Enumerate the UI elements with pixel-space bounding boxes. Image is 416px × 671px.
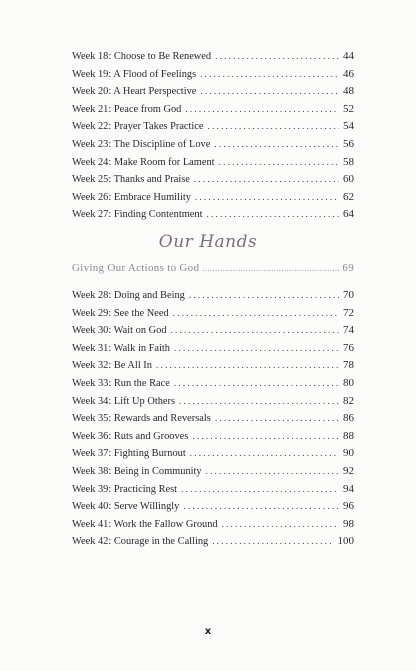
toc-entry-label: Week 42: Courage in the Calling: [72, 536, 209, 548]
toc-entry-page: 56: [343, 137, 354, 150]
dot-leader: [181, 484, 339, 494]
toc-entry-page: 58: [343, 155, 354, 168]
toc-entry-week-34: [72, 395, 354, 413]
part-page: 69: [342, 262, 354, 274]
toc-entry-label: Week 29: See the Need: [72, 307, 169, 319]
dot-leader: [200, 69, 339, 79]
toc-entry-week-29: [72, 307, 354, 325]
toc-entry-label: Week 31: Walk in Faith: [72, 342, 170, 354]
toc-entry-page: 74: [343, 324, 354, 337]
dot-leader: [208, 121, 339, 131]
toc-entry-label: Week 37: Fighting Burnout: [72, 448, 186, 460]
dot-leader: [200, 86, 339, 96]
dot-leader: [202, 263, 339, 273]
toc-entry-page: 94: [343, 482, 354, 495]
dot-leader: [189, 290, 339, 300]
toc-entry-label: Week 24: Make Room for Lament: [72, 156, 215, 168]
toc-entry-week-24: [72, 156, 354, 174]
toc-entry-label: Week 26: Embrace Humility: [72, 191, 191, 203]
toc-entry-label: Week 33: Run the Race: [72, 377, 170, 389]
toc-entry-week-25: [72, 173, 354, 191]
toc-entry-week-38: [72, 465, 354, 483]
dot-leader: [219, 157, 339, 167]
toc-entry-week-19: [72, 68, 354, 86]
toc-entry-week-31: [72, 342, 354, 360]
toc-entry-label: Week 20: A Heart Perspective: [72, 86, 197, 98]
page-number: x: [204, 626, 212, 637]
toc-entry-page: 96: [343, 500, 354, 513]
toc-entry-page: 90: [343, 447, 354, 460]
toc-entry-week-20: [72, 85, 354, 103]
toc-entry-week-36: [72, 430, 354, 448]
toc-entry-page: 62: [343, 190, 354, 203]
toc-entry-label: Week 38: Being in Community: [72, 465, 202, 477]
dot-leader: [190, 448, 339, 458]
toc-entry-label: Week 35: Rewards and Reversals: [72, 413, 211, 425]
dot-leader: [174, 378, 339, 388]
toc-entry-week-28: [72, 289, 354, 307]
toc-entry-label: Week 30: Wait on God: [72, 325, 167, 337]
toc-entry-page: 48: [343, 85, 354, 98]
toc-entry-page: 98: [343, 517, 354, 530]
toc-entry-week-32: [72, 359, 354, 377]
toc-entry-page: 54: [343, 120, 354, 133]
part-title-row: [72, 262, 354, 274]
toc-entry-week-27: [72, 208, 354, 226]
dot-leader: [171, 325, 339, 335]
toc-entry-page: 60: [343, 173, 354, 186]
toc-entry-page: 76: [343, 341, 354, 354]
dot-leader: [212, 536, 333, 546]
toc-entry-page: 78: [343, 359, 354, 372]
toc-entry-page: 86: [343, 412, 354, 425]
dot-leader: [185, 104, 339, 114]
toc-entry-week-21: [72, 103, 354, 121]
toc-entry-week-40: [72, 500, 354, 518]
toc-entry-page: 100: [337, 535, 354, 548]
toc-entry-week-18: [72, 50, 354, 68]
dot-leader: [215, 51, 339, 61]
toc-entry-page: 72: [343, 306, 354, 319]
toc-entry-page: 70: [343, 289, 354, 301]
dot-leader: [215, 413, 339, 423]
toc-entry-week-35: [72, 412, 354, 430]
dot-leader: [206, 209, 339, 219]
toc-entry-label: Week 19: A Flood of Feelings: [72, 68, 197, 80]
toc-entry-label: Week 25: Thanks and Praise: [72, 174, 190, 186]
toc-list-top: [72, 50, 354, 226]
toc-entry-label: Week 41: Work the Fallow Ground: [72, 518, 218, 530]
dot-leader: [222, 519, 339, 529]
toc-entry-week-33: [72, 377, 354, 395]
dot-leader: [206, 466, 339, 476]
toc-entry-label: Week 18: Choose to Be Renewed: [72, 51, 212, 62]
dot-leader: [192, 431, 339, 441]
toc-entry-week-22: [72, 120, 354, 138]
toc-entry-page: 46: [343, 67, 354, 80]
toc-entry-week-23: [72, 138, 354, 156]
toc-entry-week-30: [72, 324, 354, 342]
dot-leader: [183, 501, 339, 511]
toc-entry-week-37: [72, 447, 354, 465]
toc-entry-week-42: [72, 535, 354, 553]
toc-entry-page: 44: [343, 50, 354, 62]
toc-entry-week-26: [72, 191, 354, 209]
toc-entry-label: Week 34: Lift Up Others: [72, 395, 176, 407]
dot-leader: [194, 174, 339, 184]
toc-entry-label: Week 32: Be All In: [72, 360, 152, 372]
toc-entry-page: 92: [343, 464, 354, 477]
toc-entry-label: Week 39: Practicing Rest: [72, 483, 178, 495]
toc-list-bottom: [72, 289, 354, 553]
dot-leader: [214, 139, 339, 149]
toc-entry-page: 52: [343, 102, 354, 115]
section-heading: Our Hands: [158, 232, 258, 252]
toc-entry-label: Week 36: Ruts and Grooves: [72, 430, 189, 442]
dot-leader: [173, 308, 339, 318]
toc-entry-label: Week 21: Peace from God: [72, 103, 182, 115]
toc-entry-label: Week 22: Prayer Takes Practice: [72, 121, 204, 133]
toc-entry-label: Week 27: Finding Contentment: [72, 209, 203, 221]
part-title: Giving Our Actions to God: [72, 262, 200, 274]
dot-leader: [179, 396, 339, 406]
toc-entry-page: 80: [343, 376, 354, 389]
toc-entry-page: 64: [343, 208, 354, 221]
toc-entry-page: 88: [343, 429, 354, 442]
toc-entry-page: 82: [343, 394, 354, 407]
toc-entry-label: Week 40: Serve Willingly: [72, 501, 180, 513]
toc-entry-week-39: [72, 483, 354, 501]
toc-entry-week-41: [72, 518, 354, 536]
toc-entry-label: Week 28: Doing and Being: [72, 290, 185, 301]
toc-entry-label: Week 23: The Discipline of Love: [72, 138, 211, 150]
dot-leader: [174, 343, 339, 353]
dot-leader: [156, 360, 339, 370]
dot-leader: [195, 192, 339, 202]
